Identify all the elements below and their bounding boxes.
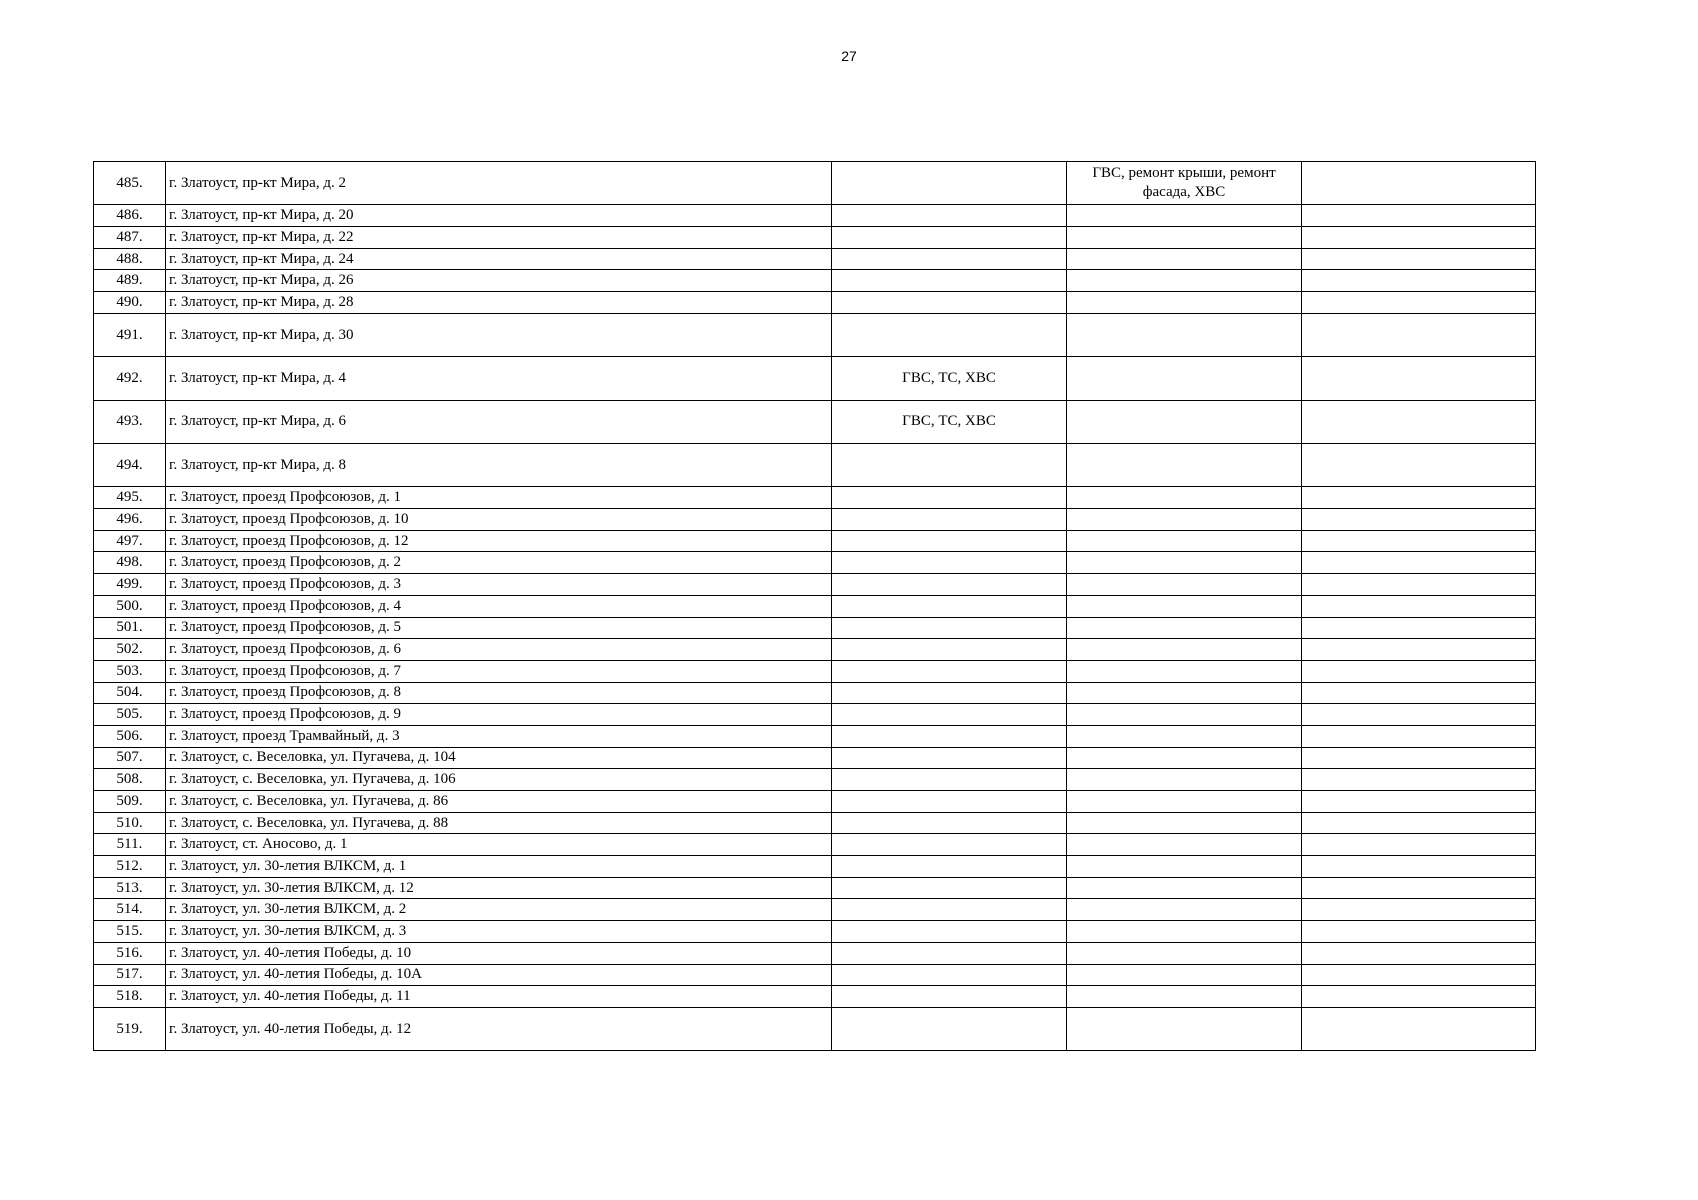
works-cell-1 <box>832 270 1067 292</box>
address-cell: г. Златоуст, пр-кт Мира, д. 30 <box>166 313 832 356</box>
works-cell-2 <box>1067 205 1302 227</box>
works-cell-3 <box>1302 725 1536 747</box>
row-number: 501. <box>94 617 166 639</box>
works-cell-1 <box>832 248 1067 270</box>
works-cell-1 <box>832 487 1067 509</box>
address-cell: г. Златоуст, ул. 30-летия ВЛКСМ, д. 1 <box>166 856 832 878</box>
works-cell-3 <box>1302 205 1536 227</box>
row-number: 486. <box>94 205 166 227</box>
table-row <box>94 248 1536 270</box>
table-row <box>94 791 1536 813</box>
table-row <box>94 617 1536 639</box>
row-number: 502. <box>94 639 166 661</box>
table-row <box>94 205 1536 227</box>
works-cell-2 <box>1067 921 1302 943</box>
works-cell-2 <box>1067 834 1302 856</box>
address-cell: г. Златоуст, проезд Профсоюзов, д. 2 <box>166 552 832 574</box>
row-number: 511. <box>94 834 166 856</box>
works-cell-3 <box>1302 639 1536 661</box>
address-cell: г. Златоуст, с. Веселовка, ул. Пугачева, д. 106 <box>166 769 832 791</box>
works-cell-1 <box>832 986 1067 1008</box>
works-cell-2 <box>1067 747 1302 769</box>
address-cell: г. Златоуст, пр-кт Мира, д. 2 <box>166 162 832 205</box>
works-cell-1 <box>832 834 1067 856</box>
address-cell: г. Златоуст, с. Веселовка, ул. Пугачева, д. 104 <box>166 747 832 769</box>
table-row <box>94 509 1536 531</box>
works-cell-2 <box>1067 660 1302 682</box>
works-cell-1 <box>832 509 1067 531</box>
table-row <box>94 162 1536 205</box>
row-number: 487. <box>94 227 166 249</box>
works-cell-2 <box>1067 682 1302 704</box>
works-cell-1 <box>832 595 1067 617</box>
row-number: 496. <box>94 509 166 531</box>
works-cell-1 <box>832 725 1067 747</box>
works-cell-1 <box>832 552 1067 574</box>
row-number: 507. <box>94 747 166 769</box>
table-row <box>94 292 1536 314</box>
table-row <box>94 682 1536 704</box>
row-number: 497. <box>94 530 166 552</box>
row-number: 505. <box>94 704 166 726</box>
address-cell: г. Златоуст, с. Веселовка, ул. Пугачева, д. 86 <box>166 791 832 813</box>
row-number: 508. <box>94 769 166 791</box>
table-row <box>94 357 1536 400</box>
row-number: 506. <box>94 725 166 747</box>
works-cell-3 <box>1302 942 1536 964</box>
table-row <box>94 487 1536 509</box>
table-row <box>94 1007 1536 1050</box>
address-cell: г. Златоуст, проезд Профсоюзов, д. 7 <box>166 660 832 682</box>
table-row <box>94 313 1536 356</box>
address-cell: г. Златоуст, проезд Профсоюзов, д. 1 <box>166 487 832 509</box>
address-cell: г. Златоуст, пр-кт Мира, д. 26 <box>166 270 832 292</box>
address-table <box>93 161 1536 1051</box>
row-number: 498. <box>94 552 166 574</box>
works-cell-1 <box>832 964 1067 986</box>
table-row <box>94 834 1536 856</box>
works-cell-1 <box>832 1007 1067 1050</box>
works-cell-3 <box>1302 162 1536 205</box>
table-row <box>94 725 1536 747</box>
works-cell-1 <box>832 812 1067 834</box>
works-cell-2 <box>1067 400 1302 443</box>
address-cell: г. Златоуст, проезд Профсоюзов, д. 8 <box>166 682 832 704</box>
works-cell-3 <box>1302 248 1536 270</box>
table-row <box>94 704 1536 726</box>
works-cell-2 <box>1067 942 1302 964</box>
row-number: 510. <box>94 812 166 834</box>
row-number: 499. <box>94 574 166 596</box>
works-cell-3 <box>1302 487 1536 509</box>
table-row <box>94 856 1536 878</box>
table-row <box>94 942 1536 964</box>
works-cell-1 <box>832 292 1067 314</box>
works-cell-2 <box>1067 769 1302 791</box>
address-cell: г. Златоуст, с. Веселовка, ул. Пугачева, д. 88 <box>166 812 832 834</box>
row-number: 509. <box>94 791 166 813</box>
table-row <box>94 986 1536 1008</box>
row-number: 503. <box>94 660 166 682</box>
works-cell-3 <box>1302 552 1536 574</box>
row-number: 494. <box>94 444 166 487</box>
works-cell-3 <box>1302 509 1536 531</box>
row-number: 490. <box>94 292 166 314</box>
address-cell: г. Златоуст, пр-кт Мира, д. 4 <box>166 357 832 400</box>
works-cell-3 <box>1302 986 1536 1008</box>
works-cell-3 <box>1302 357 1536 400</box>
address-cell: г. Златоуст, ст. Аносово, д. 1 <box>166 834 832 856</box>
works-cell-1 <box>832 682 1067 704</box>
works-cell-2 <box>1067 791 1302 813</box>
address-cell: г. Златоуст, пр-кт Мира, д. 6 <box>166 400 832 443</box>
row-number: 512. <box>94 856 166 878</box>
works-cell-3 <box>1302 617 1536 639</box>
works-cell-2 <box>1067 877 1302 899</box>
works-cell-3 <box>1302 964 1536 986</box>
works-cell-3 <box>1302 812 1536 834</box>
works-cell-1 <box>832 444 1067 487</box>
page-number: 27 <box>841 48 857 64</box>
table-row <box>94 227 1536 249</box>
works-cell-2 <box>1067 617 1302 639</box>
works-cell-1 <box>832 877 1067 899</box>
row-number: 492. <box>94 357 166 400</box>
works-cell-1: ГВС, ТС, ХВС <box>832 400 1067 443</box>
address-cell: г. Златоуст, проезд Профсоюзов, д. 12 <box>166 530 832 552</box>
address-cell: г. Златоуст, проезд Профсоюзов, д. 9 <box>166 704 832 726</box>
works-cell-2 <box>1067 292 1302 314</box>
works-cell-2 <box>1067 270 1302 292</box>
address-cell: г. Златоуст, ул. 30-летия ВЛКСМ, д. 3 <box>166 921 832 943</box>
address-cell: г. Златоуст, проезд Профсоюзов, д. 5 <box>166 617 832 639</box>
table-row <box>94 877 1536 899</box>
row-number: 514. <box>94 899 166 921</box>
works-cell-1 <box>832 921 1067 943</box>
works-cell-3 <box>1302 921 1536 943</box>
works-cell-1 <box>832 791 1067 813</box>
works-cell-3 <box>1302 856 1536 878</box>
works-cell-3 <box>1302 574 1536 596</box>
row-number: 515. <box>94 921 166 943</box>
works-cell-1: ГВС, ТС, ХВС <box>832 357 1067 400</box>
address-cell: г. Златоуст, проезд Трамвайный, д. 3 <box>166 725 832 747</box>
works-cell-2 <box>1067 725 1302 747</box>
address-cell: г. Златоуст, пр-кт Мира, д. 22 <box>166 227 832 249</box>
row-number: 485. <box>94 162 166 205</box>
works-cell-1 <box>832 660 1067 682</box>
works-cell-2 <box>1067 313 1302 356</box>
works-cell-2 <box>1067 704 1302 726</box>
row-number: 504. <box>94 682 166 704</box>
works-cell-2 <box>1067 357 1302 400</box>
address-cell: г. Златоуст, пр-кт Мира, д. 28 <box>166 292 832 314</box>
works-cell-3 <box>1302 791 1536 813</box>
row-number: 518. <box>94 986 166 1008</box>
row-number: 491. <box>94 313 166 356</box>
works-cell-3 <box>1302 400 1536 443</box>
address-cell: г. Златоуст, ул. 40-летия Победы, д. 10 <box>166 942 832 964</box>
works-cell-2 <box>1067 986 1302 1008</box>
works-cell-1 <box>832 227 1067 249</box>
works-cell-2 <box>1067 444 1302 487</box>
works-cell-3 <box>1302 769 1536 791</box>
row-number: 488. <box>94 248 166 270</box>
works-cell-2 <box>1067 227 1302 249</box>
works-cell-1 <box>832 942 1067 964</box>
table-row <box>94 899 1536 921</box>
row-number: 517. <box>94 964 166 986</box>
works-cell-3 <box>1302 313 1536 356</box>
row-number: 500. <box>94 595 166 617</box>
works-cell-2 <box>1067 812 1302 834</box>
address-cell: г. Златоуст, проезд Профсоюзов, д. 6 <box>166 639 832 661</box>
table-row <box>94 812 1536 834</box>
works-cell-1 <box>832 899 1067 921</box>
works-cell-1 <box>832 639 1067 661</box>
table-row <box>94 400 1536 443</box>
works-cell-3 <box>1302 877 1536 899</box>
works-cell-2 <box>1067 487 1302 509</box>
works-cell-3 <box>1302 899 1536 921</box>
address-cell: г. Златоуст, пр-кт Мира, д. 8 <box>166 444 832 487</box>
works-cell-1 <box>832 856 1067 878</box>
works-cell-2 <box>1067 552 1302 574</box>
table-row <box>94 639 1536 661</box>
works-cell-3 <box>1302 704 1536 726</box>
works-cell-2 <box>1067 574 1302 596</box>
table-row <box>94 530 1536 552</box>
table-row <box>94 552 1536 574</box>
row-number: 489. <box>94 270 166 292</box>
table-row <box>94 921 1536 943</box>
works-cell-2 <box>1067 899 1302 921</box>
works-cell-2 <box>1067 595 1302 617</box>
address-cell: г. Златоуст, проезд Профсоюзов, д. 3 <box>166 574 832 596</box>
works-cell-1 <box>832 704 1067 726</box>
works-cell-2 <box>1067 639 1302 661</box>
address-cell: г. Златоуст, ул. 30-летия ВЛКСМ, д. 2 <box>166 899 832 921</box>
works-cell-2 <box>1067 509 1302 531</box>
works-cell-1 <box>832 574 1067 596</box>
table-row <box>94 660 1536 682</box>
works-cell-3 <box>1302 834 1536 856</box>
works-cell-3 <box>1302 1007 1536 1050</box>
table-row <box>94 444 1536 487</box>
works-cell-1 <box>832 205 1067 227</box>
row-number: 495. <box>94 487 166 509</box>
address-cell: г. Златоуст, пр-кт Мира, д. 24 <box>166 248 832 270</box>
row-number: 519. <box>94 1007 166 1050</box>
address-table-body <box>94 162 1536 1051</box>
row-number: 516. <box>94 942 166 964</box>
address-cell: г. Златоуст, ул. 30-летия ВЛКСМ, д. 12 <box>166 877 832 899</box>
table-row <box>94 769 1536 791</box>
works-cell-2 <box>1067 1007 1302 1050</box>
address-cell: г. Златоуст, ул. 40-летия Победы, д. 12 <box>166 1007 832 1050</box>
works-cell-2 <box>1067 964 1302 986</box>
table-row <box>94 595 1536 617</box>
address-cell: г. Златоуст, ул. 40-летия Победы, д. 11 <box>166 986 832 1008</box>
works-cell-2 <box>1067 856 1302 878</box>
works-cell-3 <box>1302 660 1536 682</box>
row-number: 513. <box>94 877 166 899</box>
works-cell-2 <box>1067 530 1302 552</box>
works-cell-1 <box>832 530 1067 552</box>
table-row <box>94 747 1536 769</box>
works-cell-1 <box>832 162 1067 205</box>
table-row <box>94 964 1536 986</box>
works-cell-3 <box>1302 682 1536 704</box>
works-cell-3 <box>1302 270 1536 292</box>
works-cell-1 <box>832 617 1067 639</box>
address-cell: г. Златоуст, проезд Профсоюзов, д. 4 <box>166 595 832 617</box>
address-cell: г. Златоуст, ул. 40-летия Победы, д. 10А <box>166 964 832 986</box>
table-row <box>94 270 1536 292</box>
works-cell-3 <box>1302 292 1536 314</box>
works-cell-1 <box>832 313 1067 356</box>
works-cell-1 <box>832 769 1067 791</box>
works-cell-3 <box>1302 227 1536 249</box>
works-cell-2 <box>1067 248 1302 270</box>
works-cell-2: ГВС, ремонт крыши, ремонт фасада, ХВС <box>1067 162 1302 205</box>
works-cell-3 <box>1302 444 1536 487</box>
works-cell-3 <box>1302 530 1536 552</box>
works-cell-3 <box>1302 747 1536 769</box>
row-number: 493. <box>94 400 166 443</box>
table-row <box>94 574 1536 596</box>
address-cell: г. Златоуст, проезд Профсоюзов, д. 10 <box>166 509 832 531</box>
works-cell-1 <box>832 747 1067 769</box>
works-cell-3 <box>1302 595 1536 617</box>
address-cell: г. Златоуст, пр-кт Мира, д. 20 <box>166 205 832 227</box>
